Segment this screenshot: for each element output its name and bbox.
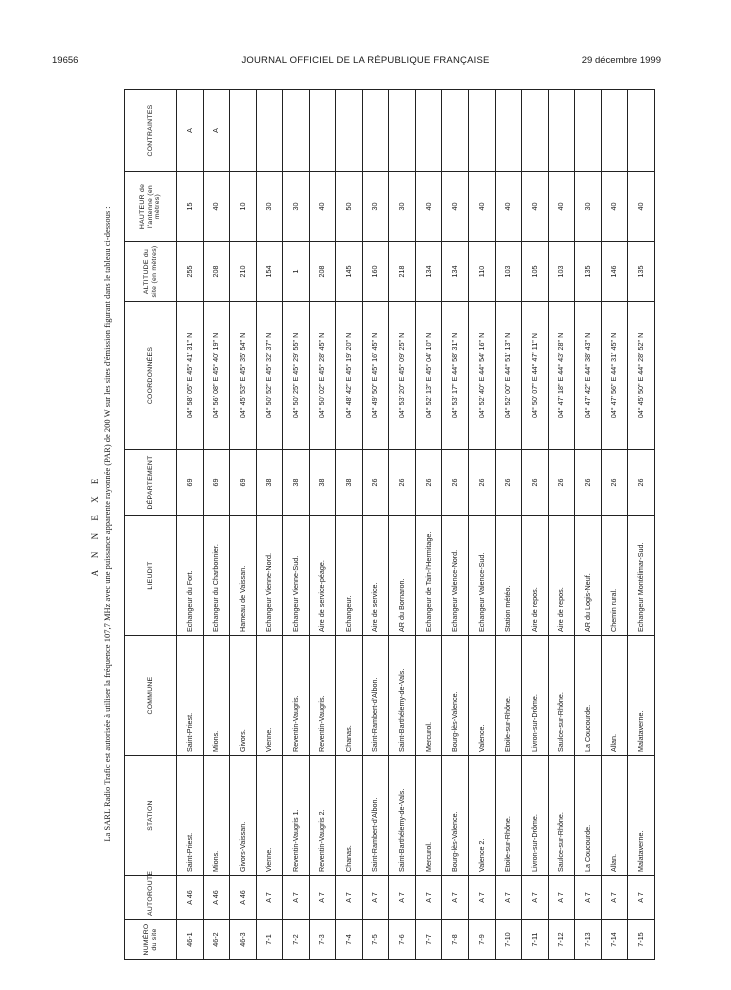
- col-contraintes-cell: [230, 90, 257, 172]
- col-autoroute-cell: A 7: [495, 876, 522, 920]
- col-commune-cell: Malataverne.: [628, 636, 655, 756]
- col-departement-cell: 38: [283, 450, 310, 516]
- col-numero-cell: 46-3: [230, 920, 257, 960]
- col-hauteur-header: HAUTEUR de l'antenne (en mètres): [125, 172, 177, 242]
- col-altitude-cell: 134: [415, 242, 442, 302]
- table-row: [389, 90, 416, 960]
- col-coordonnees-cell: 04° 50' 02" E 45° 28' 45" N: [309, 302, 336, 450]
- col-hauteur-cell: 40: [628, 172, 655, 242]
- col-lieudit-cell: Echangeur Vienne-Nord.: [256, 516, 283, 636]
- col-altitude-cell: 145: [336, 242, 363, 302]
- col-station-cell: Livron-sur-Drôme.: [522, 756, 549, 876]
- col-numero-cell: 7-14: [601, 920, 628, 960]
- col-commune-cell: Saint-Barthélemy-de-Vals.: [389, 636, 416, 756]
- col-station-cell: Givors-Vaissan.: [230, 756, 257, 876]
- col-altitude-cell: 110: [469, 242, 496, 302]
- col-commune-cell: Givors.: [230, 636, 257, 756]
- col-departement-cell: 69: [177, 450, 204, 516]
- col-numero-cell: 7-2: [283, 920, 310, 960]
- col-station-cell: Reventin-Vaugris 1.: [283, 756, 310, 876]
- col-coordonnees-cell: 04° 45' 53" E 45° 35' 54" N: [230, 302, 257, 450]
- col-autoroute-cell: A 7: [469, 876, 496, 920]
- col-hauteur-cell: 40: [415, 172, 442, 242]
- col-autoroute-cell: A 46: [230, 876, 257, 920]
- col-numero-cell: 7-1: [256, 920, 283, 960]
- col-hauteur-cell: 15: [177, 172, 204, 242]
- col-lieudit-cell: Echangeur Vienne-Sud.: [283, 516, 310, 636]
- annex-intro: La SARL Radio Trafic est autorisée à utiliser la fréquence 107,7 MHz avec une puissance apparente rayonnée (PAR) de 200 W sur les sites d'émission figurant dans le tableau ci-dessous :: [102, 206, 112, 842]
- table-row: [283, 90, 310, 960]
- table-row: [469, 90, 496, 960]
- col-hauteur-cell: 30: [256, 172, 283, 242]
- col-altitude-cell: 135: [575, 242, 602, 302]
- col-station-cell: La Coucourde.: [575, 756, 602, 876]
- col-commune-cell: Reventin-Vaugris.: [283, 636, 310, 756]
- col-autoroute-cell: A 7: [336, 876, 363, 920]
- col-altitude-cell: 218: [389, 242, 416, 302]
- table-row: [442, 90, 469, 960]
- col-commune-cell: Livron-sur-Drôme.: [522, 636, 549, 756]
- table-row: [362, 90, 389, 960]
- col-station-cell: Malataverne.: [628, 756, 655, 876]
- col-numero-header: NUMÉRO du site: [125, 920, 177, 960]
- col-contraintes-cell: [601, 90, 628, 172]
- table-row: [177, 90, 204, 960]
- col-station-cell: Valence 2.: [469, 756, 496, 876]
- col-contraintes-cell: [283, 90, 310, 172]
- col-coordonnees-cell: 04° 50' 25" E 45° 29' 55" N: [283, 302, 310, 450]
- col-autoroute-cell: A 7: [389, 876, 416, 920]
- col-coordonnees-cell: 04° 47' 18" E 44° 43' 28" N: [548, 302, 575, 450]
- col-numero-cell: 7-11: [522, 920, 549, 960]
- table-row: [522, 90, 549, 960]
- col-lieudit-header: LIEUDIT: [125, 516, 177, 636]
- col-departement-header: DÉPARTEMENT: [125, 450, 177, 516]
- col-contraintes-cell: [575, 90, 602, 172]
- table-row: [601, 90, 628, 960]
- col-hauteur-cell: 40: [601, 172, 628, 242]
- col-station-cell: Reventin-Vaugris 2.: [309, 756, 336, 876]
- col-contraintes-cell: [442, 90, 469, 172]
- col-altitude-cell: 210: [230, 242, 257, 302]
- col-coordonnees-cell: 04° 47' 56" E 44° 31' 45" N: [601, 302, 628, 450]
- col-departement-cell: 69: [203, 450, 230, 516]
- col-altitude-cell: 103: [548, 242, 575, 302]
- col-contraintes-cell: [256, 90, 283, 172]
- col-contraintes-cell: [522, 90, 549, 172]
- col-lieudit-cell: Echangeur de Tain-l'Hermitage.: [415, 516, 442, 636]
- col-autoroute-cell: A 7: [256, 876, 283, 920]
- col-autoroute-cell: A 7: [362, 876, 389, 920]
- col-lieudit-cell: Echangeur du Charbonnier.: [203, 516, 230, 636]
- col-lieudit-cell: Aire de repos.: [522, 516, 549, 636]
- col-departement-cell: 69: [230, 450, 257, 516]
- col-commune-cell: Allan.: [601, 636, 628, 756]
- col-coordonnees-cell: 04° 58' 05" E 45° 41' 31" N: [177, 302, 204, 450]
- table-body: [177, 90, 655, 960]
- col-contraintes-cell: [336, 90, 363, 172]
- col-lieudit-cell: Aire de service-péage.: [309, 516, 336, 636]
- col-contraintes-cell: [415, 90, 442, 172]
- col-lieudit-cell: Aire de repos.: [548, 516, 575, 636]
- col-coordonnees-cell: 04° 45' 50" E 44° 28' 52" N: [628, 302, 655, 450]
- journal-title: JOURNAL OFFICIEL DE LA RÉPUBLIQUE FRANÇAISE: [241, 55, 490, 66]
- col-coordonnees-cell: 04° 52' 00" E 44° 51' 13" N: [495, 302, 522, 450]
- col-hauteur-cell: 30: [575, 172, 602, 242]
- col-departement-cell: 26: [601, 450, 628, 516]
- col-altitude-cell: 103: [495, 242, 522, 302]
- col-contraintes-cell: A: [203, 90, 230, 172]
- col-contraintes-cell: [469, 90, 496, 172]
- col-commune-cell: Mercurol.: [415, 636, 442, 756]
- table-row: [548, 90, 575, 960]
- col-numero-cell: 7-6: [389, 920, 416, 960]
- col-autoroute-cell: A 7: [628, 876, 655, 920]
- col-lieudit-cell: Echangeur.: [336, 516, 363, 636]
- col-numero-cell: 7-12: [548, 920, 575, 960]
- col-lieudit-cell: Echangeur Valence-Nord.: [442, 516, 469, 636]
- col-coordonnees-header: COORDONNÉES: [125, 302, 177, 450]
- col-numero-cell: 7-3: [309, 920, 336, 960]
- col-coordonnees-cell: 04° 49' 50" E 45° 16' 45" N: [362, 302, 389, 450]
- col-altitude-cell: 105: [522, 242, 549, 302]
- publication-date: 29 décembre 1999: [581, 55, 661, 66]
- col-autoroute-cell: A 7: [309, 876, 336, 920]
- col-station-cell: Saint-Barthélemy-de-Vals.: [389, 756, 416, 876]
- col-contraintes-cell: A: [177, 90, 204, 172]
- sites-table: [124, 89, 655, 960]
- table-row: [575, 90, 602, 960]
- col-contraintes-cell: [389, 90, 416, 172]
- col-station-header: STATION: [125, 756, 177, 876]
- col-lieudit-cell: Station météo.: [495, 516, 522, 636]
- col-contraintes-cell: [495, 90, 522, 172]
- col-numero-cell: 7-8: [442, 920, 469, 960]
- col-departement-cell: 38: [336, 450, 363, 516]
- col-departement-cell: 26: [628, 450, 655, 516]
- col-autoroute-cell: A 46: [177, 876, 204, 920]
- table-row: [336, 90, 363, 960]
- col-autoroute-header: AUTOROUTE: [125, 876, 177, 920]
- col-commune-cell: Mions.: [203, 636, 230, 756]
- col-commune-cell: Saulce-sur-Rhône.: [548, 636, 575, 756]
- col-numero-cell: 7-4: [336, 920, 363, 960]
- col-autoroute-cell: A 7: [601, 876, 628, 920]
- col-station-cell: Saint-Rambert-d'Albon.: [362, 756, 389, 876]
- col-contraintes-cell: [309, 90, 336, 172]
- table-header-row: [125, 90, 177, 960]
- col-autoroute-cell: A 7: [522, 876, 549, 920]
- col-station-cell: Saint-Priest.: [177, 756, 204, 876]
- col-lieudit-cell: Echangeur du Fort.: [177, 516, 204, 636]
- col-commune-cell: Bourg-lès-Valence.: [442, 636, 469, 756]
- col-numero-cell: 7-7: [415, 920, 442, 960]
- col-departement-cell: 26: [442, 450, 469, 516]
- col-lieudit-cell: AR du Bornaron.: [389, 516, 416, 636]
- col-commune-header: COMMUNE: [125, 636, 177, 756]
- col-numero-cell: 7-9: [469, 920, 496, 960]
- col-altitude-cell: 146: [601, 242, 628, 302]
- col-altitude-cell: 208: [309, 242, 336, 302]
- col-hauteur-cell: 40: [522, 172, 549, 242]
- col-hauteur-cell: 30: [362, 172, 389, 242]
- col-numero-cell: 7-13: [575, 920, 602, 960]
- table-row: [309, 90, 336, 960]
- table-row: [203, 90, 230, 960]
- col-departement-cell: 38: [256, 450, 283, 516]
- col-autoroute-cell: A 7: [283, 876, 310, 920]
- col-station-cell: Etoile-sur-Rhône.: [495, 756, 522, 876]
- col-departement-cell: 26: [469, 450, 496, 516]
- col-departement-cell: 26: [548, 450, 575, 516]
- col-altitude-cell: 160: [362, 242, 389, 302]
- col-hauteur-cell: 40: [442, 172, 469, 242]
- col-coordonnees-cell: 04° 56' 08" E 45° 40' 19" N: [203, 302, 230, 450]
- table-row: [230, 90, 257, 960]
- col-commune-cell: Saint-Priest.: [177, 636, 204, 756]
- col-numero-cell: 46-2: [203, 920, 230, 960]
- col-altitude-cell: 1: [283, 242, 310, 302]
- col-autoroute-cell: A 7: [442, 876, 469, 920]
- col-hauteur-cell: 40: [495, 172, 522, 242]
- col-station-cell: Chanas.: [336, 756, 363, 876]
- col-coordonnees-cell: 04° 48' 42" E 45° 19' 20" N: [336, 302, 363, 450]
- col-numero-cell: 7-10: [495, 920, 522, 960]
- col-coordonnees-cell: 04° 53' 17" E 44° 58' 31" N: [442, 302, 469, 450]
- col-contraintes-cell: [362, 90, 389, 172]
- col-numero-cell: 7-15: [628, 920, 655, 960]
- col-station-cell: Mercurol.: [415, 756, 442, 876]
- col-hauteur-cell: 10: [230, 172, 257, 242]
- col-coordonnees-cell: 04° 53' 20" E 45° 09' 25" N: [389, 302, 416, 450]
- col-commune-cell: Valence.: [469, 636, 496, 756]
- col-altitude-cell: 134: [442, 242, 469, 302]
- col-altitude-cell: 255: [177, 242, 204, 302]
- col-commune-cell: Chanas.: [336, 636, 363, 756]
- table-row: [256, 90, 283, 960]
- col-departement-cell: 26: [495, 450, 522, 516]
- col-hauteur-cell: 40: [469, 172, 496, 242]
- table-row: [415, 90, 442, 960]
- col-hauteur-cell: 40: [203, 172, 230, 242]
- page-header: [0, 55, 731, 71]
- col-station-cell: Allan.: [601, 756, 628, 876]
- col-autoroute-cell: A 46: [203, 876, 230, 920]
- col-station-cell: Mions.: [203, 756, 230, 876]
- col-lieudit-cell: Hameau de Vaissan.: [230, 516, 257, 636]
- col-lieudit-cell: Echangeur Valence-Sud.: [469, 516, 496, 636]
- annex-heading: A N N E X E: [90, 473, 100, 577]
- col-autoroute-cell: A 7: [548, 876, 575, 920]
- col-altitude-header: ALTITUDE du site (en mètres): [125, 242, 177, 302]
- col-commune-cell: Reventin-Vaugris.: [309, 636, 336, 756]
- col-departement-cell: 26: [389, 450, 416, 516]
- col-contraintes-cell: [628, 90, 655, 172]
- col-commune-cell: Saint-Rambert-d'Albon.: [362, 636, 389, 756]
- table-row: [495, 90, 522, 960]
- col-station-cell: Vienne.: [256, 756, 283, 876]
- col-hauteur-cell: 50: [336, 172, 363, 242]
- col-altitude-cell: 208: [203, 242, 230, 302]
- col-departement-cell: 26: [522, 450, 549, 516]
- col-coordonnees-cell: 04° 52' 40" E 44° 54' 16" N: [469, 302, 496, 450]
- col-coordonnees-cell: 04° 47' 42" E 44° 38' 43" N: [575, 302, 602, 450]
- annex-content: [90, 90, 655, 960]
- col-coordonnees-cell: 04° 52' 13" E 45° 04' 10" N: [415, 302, 442, 450]
- col-lieudit-cell: Aire de service.: [362, 516, 389, 636]
- col-hauteur-cell: 40: [548, 172, 575, 242]
- col-altitude-cell: 154: [256, 242, 283, 302]
- col-numero-cell: 46-1: [177, 920, 204, 960]
- col-station-cell: Saulce-sur-Rhône.: [548, 756, 575, 876]
- col-departement-cell: 26: [415, 450, 442, 516]
- col-lieudit-cell: Echangeur Montélimar-Sud.: [628, 516, 655, 636]
- col-altitude-cell: 135: [628, 242, 655, 302]
- col-station-cell: Bourg-lès-Valence.: [442, 756, 469, 876]
- col-contraintes-cell: [548, 90, 575, 172]
- col-hauteur-cell: 30: [389, 172, 416, 242]
- col-autoroute-cell: A 7: [415, 876, 442, 920]
- col-commune-cell: Vienne.: [256, 636, 283, 756]
- table-row: [628, 90, 655, 960]
- col-departement-cell: 26: [575, 450, 602, 516]
- col-hauteur-cell: 40: [309, 172, 336, 242]
- col-numero-cell: 7-5: [362, 920, 389, 960]
- col-commune-cell: La Coucourde.: [575, 636, 602, 756]
- col-lieudit-cell: Chemin rural.: [601, 516, 628, 636]
- col-hauteur-cell: 30: [283, 172, 310, 242]
- col-autoroute-cell: A 7: [575, 876, 602, 920]
- col-departement-cell: 38: [309, 450, 336, 516]
- col-contraintes-header: CONTRAINTES: [125, 90, 177, 172]
- col-coordonnees-cell: 04° 50' 07" E 44° 47' 11" N: [522, 302, 549, 450]
- col-commune-cell: Etoile-sur-Rhône.: [495, 636, 522, 756]
- col-departement-cell: 26: [362, 450, 389, 516]
- col-lieudit-cell: AR du Logis-Neuf.: [575, 516, 602, 636]
- col-coordonnees-cell: 04° 50' 52" E 45° 32' 37" N: [256, 302, 283, 450]
- page-number: 19656: [52, 55, 79, 66]
